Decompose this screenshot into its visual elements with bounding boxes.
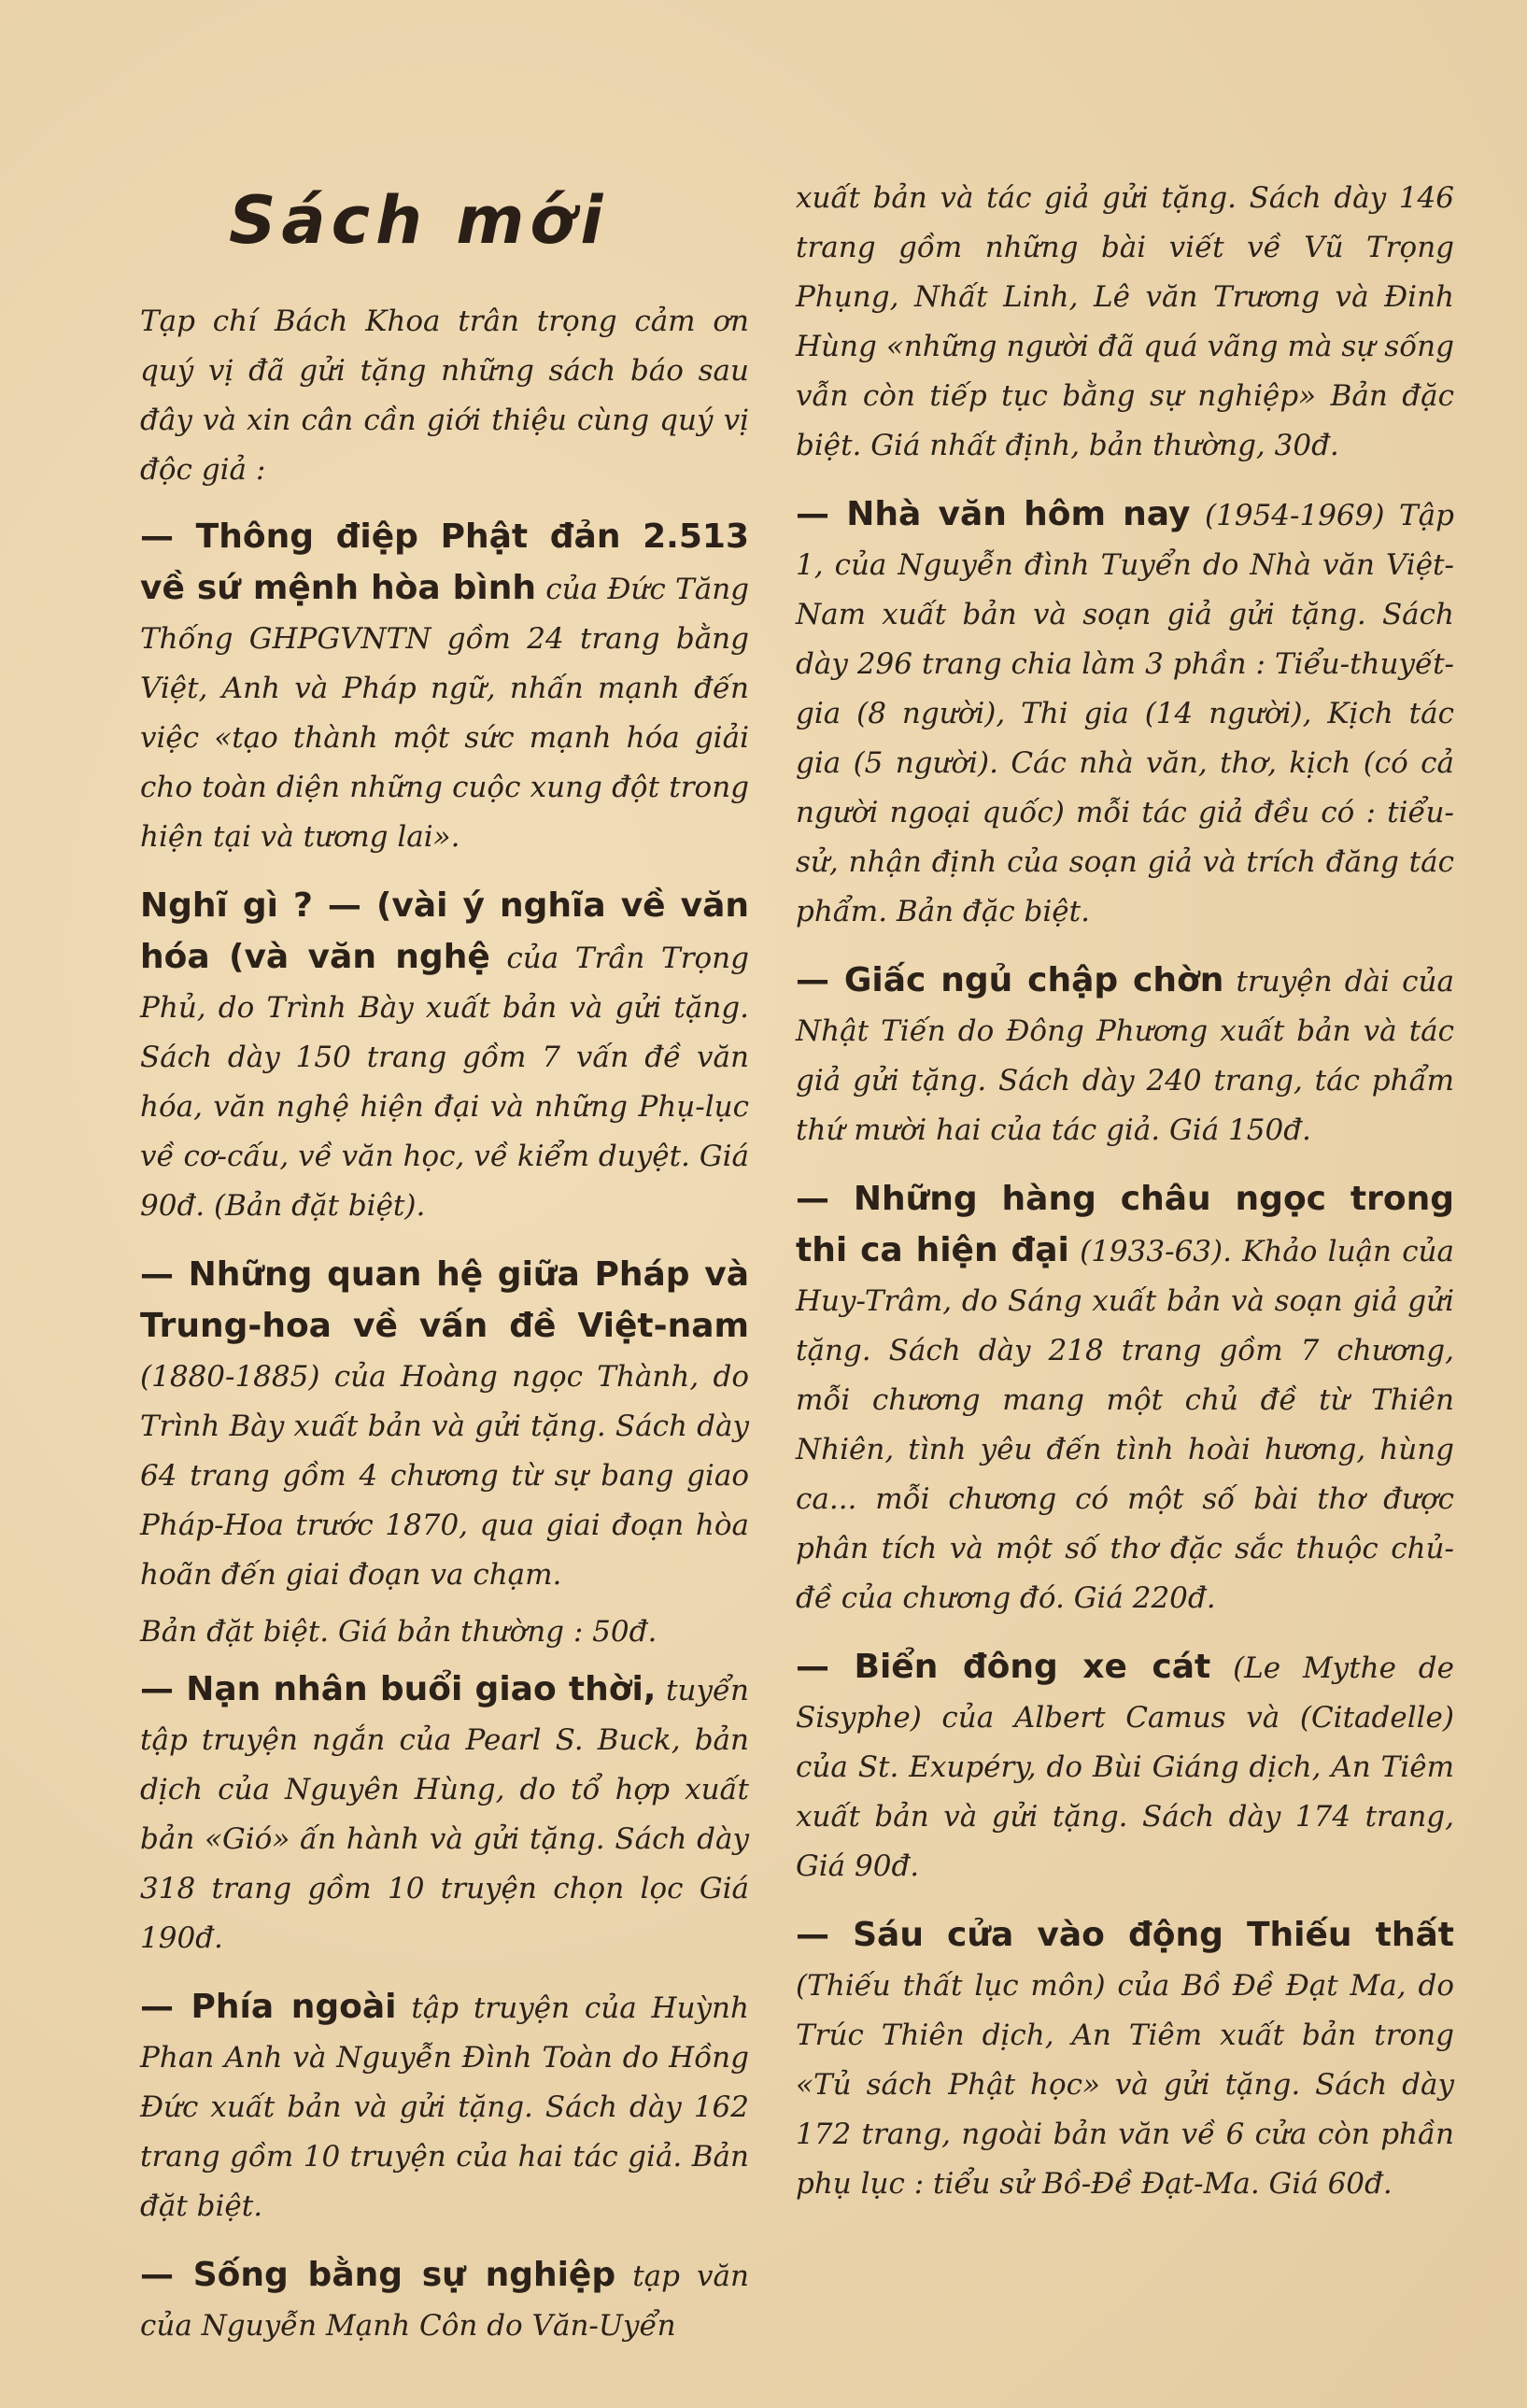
book-entry <box>796 1642 1454 1891</box>
book-entry <box>796 1174 1454 1623</box>
book-title: — Những quan hệ giữa Pháp và Trung-hoa về vấn đề Việt-nam <box>140 1255 749 1345</box>
book-title: — Phía ngoài <box>140 1988 397 2026</box>
book-entry <box>140 2250 749 2351</box>
book-description: tập truyện của Huỳnh Phan Anh và Nguyễn Đình Toàn do Hồng Đức xuất bản và gửi tặng. Sách dày 162 trang gồm 10 truyện của hai tác giả. Bản đặt biệt. <box>140 1991 749 2223</box>
price-note: Bản đặt biệt. Giá bản thường : 50đ. <box>140 1615 657 1649</box>
book-entry <box>140 512 749 862</box>
book-title: — Giấc ngủ chập chờn <box>796 961 1224 999</box>
book-entry <box>796 1910 1454 2209</box>
book-description: tuyển tập truyện ngắn của Pearl S. Buck, bản dịch của Nguyên Hùng, do tổ hợp xuất bản «Gió» ấn hành và gửi tặng. Sách dày 318 trang gồm 10 truyện chọn lọc Giá 190đ. <box>140 1674 750 1955</box>
book-description: truyện dài của Nhật Tiến do Đông Phương xuất bản và tác giả gửi tặng. Sách dày 240 trang, tác phẩm thứ mười hai của tác giả. Giá 150đ. <box>796 965 1454 1147</box>
book-entry <box>140 1250 749 1600</box>
book-entry <box>796 489 1454 937</box>
book-entry <box>796 956 1454 1155</box>
book-title: — Những hàng châu ngọc trong thi ca hiện đại <box>796 1180 1454 1269</box>
book-entry <box>140 1664 749 1963</box>
book-description: (1954-1969) Tập 1, của Nguyễn đình Tuyển do Nhà văn Việt-Nam xuất bản và soạn giả gửi tặng. Sách dày 296 trang chia làm 3 phần : Tiểu-thuyết-gia (8 người), Thi gia (14 người), Kịch tác gia (5 người). Các nhà văn, thơ, kịch (có cả người ngoại quốc) mỗi tác giả đều có : tiểu-sử, nhận định của soạn giả và trích đăng tác phẩm. Bản đặc biệt. <box>796 499 1454 928</box>
continued-entry: xuất bản và tác giả gửi tặng. Sách dày 146 trang gồm những bài viết về Vũ Trọng Phụng, Nhất Linh, Lê văn Trương và Đinh Hùng «những người đã quá vãng mà sự sống vẫn còn tiếp tục bằng sự nghiệp» Bản đặc biệt. Giá nhất định, bản thường, 30đ. <box>796 181 1454 462</box>
book-description: của Trần Trọng Phủ, do Trình Bày xuất bản và gửi tặng. Sách dày 150 trang gồm 7 vấn đề văn hóa, văn nghệ hiện đại và những Phụ-lục về cơ-cấu, về văn học, về kiểm duyệt. Giá 90đ. (Bản đặt biệt). <box>140 942 749 1223</box>
book-title: — Thông điệp Phật đản 2.513 về sứ mệnh hòa bình <box>140 517 749 607</box>
intro-paragraph: Tạp chí Bách Khoa trân trọng cảm ơn quý vị đã gửi tặng những sách báo sau đây và xin cân cần giới thiệu cùng quý vị độc giả : <box>140 305 749 487</box>
book-description: (Le Mythe de Sisyphe) của Albert Camus và (Citadelle) của St. Exupéry, do Bùi Giáng dịch, An Tiêm xuất bản và gửi tặng. Sách dày 174 trang, Giá 90đ. <box>796 1651 1454 1883</box>
page-title: Sách mới <box>229 182 609 259</box>
book-description: (Thiếu thất lục môn) của Bồ Đề Đạt Ma, do Trúc Thiên dịch, An Tiêm xuất bản trong «Tủ sách Phật học» và gửi tặng. Sách dày 172 trang, ngoài bản văn về 6 cửa còn phần phụ lục : tiểu sử Bồ-Đề Đạt-Ma. Giá 60đ. <box>796 1969 1454 2201</box>
book-title: — Sáu cửa vào động Thiếu thất <box>796 1916 1454 1954</box>
book-title: — Nạn nhân buổi giao thời, <box>140 1670 657 1708</box>
book-description: của Đức Tăng Thống GHPGVNTN gồm 24 trang bằng Việt, Anh và Pháp ngữ, nhấn mạnh đến việc «tạo thành một sức mạnh hóa giải cho toàn diện những cuộc xung đột trong hiện tại và tương lai». <box>140 573 750 854</box>
book-description: tạp văn của Nguyễn Mạnh Côn do Văn-Uyển <box>140 2259 750 2343</box>
book-entry <box>140 1982 749 2231</box>
book-description: (1880-1885) của Hoàng ngọc Thành, do Trình Bày xuất bản và gửi tặng. Sách dày 64 trang gồm 4 chương từ sự bang giao Pháp-Hoa trước 1870, qua giai đoạn hòa hoãn đến giai đoạn va chạm. <box>140 1360 749 1592</box>
book-title: — Biển đông xe cát <box>796 1648 1211 1686</box>
book-description: (1933-63). Khảo luận của Huy-Trâm, do Sáng xuất bản và soạn giả gửi tặng. Sách dày 218 trang gồm 7 chương, mỗi chương mang một chủ đề từ Thiên Nhiên, tình yêu đến tình hoài hương, hùng ca... mỗi chương có một số bài thơ được phân tích và một số thơ đặc sắc thuộc chủ-đề của chương đó. Giá 220đ. <box>796 1235 1455 1615</box>
book-title: — Sống bằng sự nghiệp <box>140 2256 616 2294</box>
book-title: Nghĩ gì ? — (vài ý nghĩa về văn hóa (và văn nghệ <box>140 886 749 976</box>
right-column <box>796 174 1454 2228</box>
book-title: — Nhà văn hôm nay <box>796 495 1191 533</box>
left-column <box>140 297 749 2370</box>
book-entry <box>140 881 749 1231</box>
